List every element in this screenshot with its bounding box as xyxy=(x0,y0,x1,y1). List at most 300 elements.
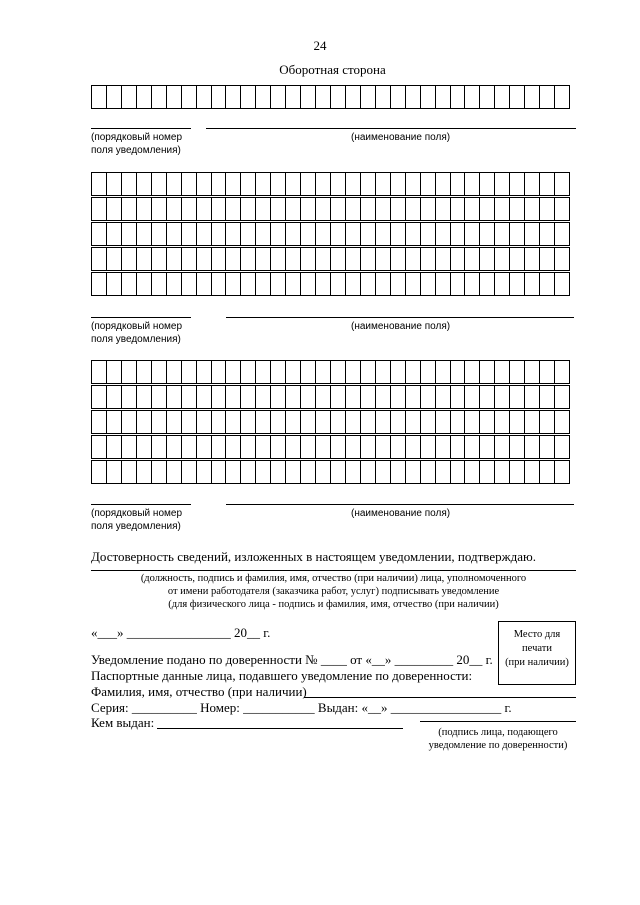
character-cell xyxy=(451,223,466,245)
character-cell xyxy=(241,461,256,483)
character-cell xyxy=(256,173,271,195)
character-cell xyxy=(182,461,197,483)
field-value-grid xyxy=(91,247,570,271)
character-cell xyxy=(361,248,376,270)
character-cell xyxy=(256,223,271,245)
character-cell xyxy=(331,361,346,383)
character-cell xyxy=(346,386,361,408)
character-cell xyxy=(197,173,212,195)
character-cell xyxy=(137,173,152,195)
character-cell xyxy=(92,223,107,245)
character-cell xyxy=(346,461,361,483)
character-cell xyxy=(286,198,301,220)
character-cell xyxy=(167,86,182,108)
character-cell xyxy=(256,386,271,408)
character-cell xyxy=(241,198,256,220)
character-cell xyxy=(391,248,406,270)
field-number-caption: (порядковый номер поля уведомления) xyxy=(91,508,183,532)
character-cell xyxy=(107,411,122,433)
character-cell xyxy=(286,223,301,245)
character-cell xyxy=(495,361,510,383)
field-value-grid xyxy=(91,197,570,221)
character-cell xyxy=(391,436,406,458)
character-cell xyxy=(286,436,301,458)
character-cell xyxy=(286,386,301,408)
character-cell xyxy=(167,461,182,483)
passport-series-line: Серия: __________ Номер: ___________ Выдан: «__» _________________ г. xyxy=(91,700,512,715)
field-value-grid xyxy=(91,460,570,484)
field-number-caption: (порядковый номер поля уведомления) xyxy=(91,132,183,156)
character-cell xyxy=(510,436,525,458)
field-name-line xyxy=(226,317,574,318)
character-cell xyxy=(495,223,510,245)
character-cell xyxy=(555,361,569,383)
character-cell xyxy=(182,411,197,433)
character-cell xyxy=(182,248,197,270)
character-cell xyxy=(137,198,152,220)
character-cell xyxy=(92,198,107,220)
character-cell xyxy=(361,361,376,383)
character-cell xyxy=(271,86,286,108)
character-cell xyxy=(137,411,152,433)
character-cell xyxy=(226,198,241,220)
character-cell xyxy=(92,248,107,270)
character-cell xyxy=(361,273,376,295)
field-name-line xyxy=(206,128,576,129)
character-cell xyxy=(331,173,346,195)
character-cell xyxy=(152,248,167,270)
character-cell xyxy=(495,411,510,433)
character-cell xyxy=(226,461,241,483)
character-cell xyxy=(226,436,241,458)
character-cell xyxy=(421,223,436,245)
character-cell xyxy=(436,198,451,220)
character-cell xyxy=(436,248,451,270)
character-cell xyxy=(286,361,301,383)
character-cell xyxy=(197,223,212,245)
character-cell xyxy=(316,173,331,195)
character-cell xyxy=(92,173,107,195)
character-cell xyxy=(480,223,495,245)
character-cell xyxy=(391,386,406,408)
character-cell xyxy=(226,86,241,108)
character-cell xyxy=(406,223,421,245)
character-cell xyxy=(465,173,480,195)
character-cell xyxy=(137,273,152,295)
field-number-caption: (порядковый номер поля уведомления) xyxy=(91,321,183,345)
character-cell xyxy=(331,386,346,408)
character-cell xyxy=(167,436,182,458)
character-cell xyxy=(226,248,241,270)
character-cell xyxy=(271,173,286,195)
character-cell xyxy=(301,86,316,108)
character-cell xyxy=(540,173,555,195)
character-cell xyxy=(331,273,346,295)
character-cell xyxy=(316,273,331,295)
character-cell xyxy=(436,86,451,108)
character-cell xyxy=(510,411,525,433)
character-cell xyxy=(436,461,451,483)
character-cell xyxy=(480,248,495,270)
character-cell xyxy=(406,173,421,195)
character-cell xyxy=(480,436,495,458)
character-cell xyxy=(495,248,510,270)
character-cell xyxy=(480,273,495,295)
character-cell xyxy=(256,198,271,220)
character-cell xyxy=(465,411,480,433)
character-cell xyxy=(122,248,137,270)
character-cell xyxy=(391,173,406,195)
character-cell xyxy=(167,386,182,408)
character-cell xyxy=(451,248,466,270)
character-cell xyxy=(92,361,107,383)
character-cell xyxy=(391,86,406,108)
character-cell xyxy=(167,223,182,245)
character-cell xyxy=(555,273,569,295)
character-cell xyxy=(406,461,421,483)
character-cell xyxy=(555,223,569,245)
character-cell xyxy=(406,86,421,108)
character-cell xyxy=(421,273,436,295)
character-cell xyxy=(286,173,301,195)
character-cell xyxy=(241,411,256,433)
character-cell xyxy=(346,273,361,295)
character-cell xyxy=(540,273,555,295)
character-cell xyxy=(271,223,286,245)
character-cell xyxy=(286,411,301,433)
signature-line xyxy=(91,570,576,571)
proxy-line: Уведомление подано по доверенности № ____ от «__» _________ 20__ г. xyxy=(91,652,493,667)
character-cell xyxy=(226,223,241,245)
character-cell xyxy=(182,273,197,295)
character-cell xyxy=(167,173,182,195)
character-cell xyxy=(510,198,525,220)
character-cell xyxy=(436,411,451,433)
character-cell xyxy=(406,273,421,295)
character-cell xyxy=(331,248,346,270)
character-cell xyxy=(316,436,331,458)
character-cell xyxy=(182,86,197,108)
date-line: «___» ________________ 20__ г. xyxy=(91,625,271,640)
issued-by-label: Кем выдан: xyxy=(91,715,155,730)
character-cell xyxy=(376,198,391,220)
page-number: 24 xyxy=(313,38,327,53)
character-cell xyxy=(495,173,510,195)
character-cell xyxy=(331,436,346,458)
character-cell xyxy=(540,198,555,220)
character-cell xyxy=(107,461,122,483)
character-cell xyxy=(391,461,406,483)
character-cell xyxy=(92,411,107,433)
character-cell xyxy=(495,273,510,295)
character-cell xyxy=(167,361,182,383)
character-cell xyxy=(212,411,227,433)
character-cell xyxy=(226,386,241,408)
character-cell xyxy=(152,173,167,195)
character-cell xyxy=(436,273,451,295)
character-cell xyxy=(152,361,167,383)
character-cell xyxy=(137,436,152,458)
character-cell xyxy=(316,248,331,270)
character-cell xyxy=(480,173,495,195)
character-cell xyxy=(421,248,436,270)
character-cell xyxy=(436,361,451,383)
character-cell xyxy=(226,411,241,433)
character-cell xyxy=(346,198,361,220)
passport-heading: Паспортные данные лица, подавшего уведомление по доверенности: xyxy=(91,668,473,683)
character-cell xyxy=(271,361,286,383)
character-cell xyxy=(495,436,510,458)
character-cell xyxy=(346,173,361,195)
character-cell xyxy=(182,386,197,408)
character-cell xyxy=(421,411,436,433)
character-cell xyxy=(540,461,555,483)
character-cell xyxy=(301,361,316,383)
character-cell xyxy=(421,86,436,108)
character-cell xyxy=(197,436,212,458)
character-cell xyxy=(107,198,122,220)
character-cell xyxy=(212,461,227,483)
character-cell xyxy=(197,386,212,408)
character-cell xyxy=(286,248,301,270)
character-cell xyxy=(555,386,569,408)
character-cell xyxy=(241,86,256,108)
character-cell xyxy=(540,361,555,383)
character-cell xyxy=(152,223,167,245)
character-cell xyxy=(331,411,346,433)
signature-caption: (должность, подпись и фамилия, имя, отчество (при наличии) лица, уполномоченного от имени работодателя (заказчика работ, услуг) подписывать уведомление (для физического лица - подпись и фамилия, имя, отчество (при наличии) xyxy=(140,573,527,610)
character-cell xyxy=(391,361,406,383)
character-cell xyxy=(241,436,256,458)
field-value-grid xyxy=(91,385,570,409)
character-cell xyxy=(451,411,466,433)
character-cell xyxy=(525,223,540,245)
character-cell xyxy=(465,198,480,220)
character-cell xyxy=(241,361,256,383)
character-cell xyxy=(182,198,197,220)
character-cell xyxy=(331,86,346,108)
character-cell xyxy=(301,386,316,408)
confirmation-text: Достоверность сведений, изложенных в настоящем уведомлении, подтверждаю. xyxy=(91,549,536,564)
character-cell xyxy=(376,436,391,458)
character-cell xyxy=(152,198,167,220)
character-cell xyxy=(137,248,152,270)
character-cell xyxy=(406,361,421,383)
character-cell xyxy=(346,248,361,270)
character-cell xyxy=(465,86,480,108)
character-cell xyxy=(331,223,346,245)
character-cell xyxy=(92,386,107,408)
character-cell xyxy=(212,386,227,408)
character-cell xyxy=(465,386,480,408)
character-cell xyxy=(197,361,212,383)
character-cell xyxy=(421,386,436,408)
character-cell xyxy=(122,273,137,295)
character-cell xyxy=(361,223,376,245)
character-cell xyxy=(286,86,301,108)
character-cell xyxy=(226,361,241,383)
character-cell xyxy=(361,411,376,433)
field-value-grid xyxy=(91,360,570,384)
character-cell xyxy=(510,248,525,270)
character-cell xyxy=(271,273,286,295)
character-cell xyxy=(137,223,152,245)
character-cell xyxy=(197,198,212,220)
character-cell xyxy=(361,461,376,483)
character-cell xyxy=(451,361,466,383)
character-cell xyxy=(301,223,316,245)
character-cell xyxy=(241,248,256,270)
character-cell xyxy=(376,386,391,408)
character-cell xyxy=(525,361,540,383)
field-value-grid xyxy=(91,172,570,196)
character-cell xyxy=(495,86,510,108)
character-cell xyxy=(510,386,525,408)
field-number-line xyxy=(91,504,191,505)
fio-line xyxy=(304,697,576,698)
character-cell xyxy=(197,461,212,483)
character-cell xyxy=(525,436,540,458)
character-cell xyxy=(361,436,376,458)
character-cell xyxy=(197,411,212,433)
character-cell xyxy=(167,248,182,270)
character-cell xyxy=(346,361,361,383)
character-cell xyxy=(152,86,167,108)
character-cell xyxy=(212,361,227,383)
character-cell xyxy=(451,386,466,408)
character-cell xyxy=(241,386,256,408)
fio-label: Фамилия, имя, отчество (при наличии) xyxy=(91,684,307,699)
character-cell xyxy=(286,273,301,295)
character-cell xyxy=(540,248,555,270)
character-cell xyxy=(152,411,167,433)
character-cell xyxy=(212,173,227,195)
character-cell xyxy=(540,436,555,458)
character-cell xyxy=(107,386,122,408)
page-title: Оборотная сторона xyxy=(279,62,386,77)
character-cell xyxy=(376,273,391,295)
character-cell xyxy=(316,223,331,245)
proxy-signature-line xyxy=(420,721,576,722)
character-cell xyxy=(122,173,137,195)
character-cell xyxy=(301,198,316,220)
character-cell xyxy=(525,386,540,408)
character-cell xyxy=(525,411,540,433)
field-name-caption: (наименование поля) xyxy=(351,321,451,332)
character-cell xyxy=(212,198,227,220)
character-cell xyxy=(167,273,182,295)
character-cell xyxy=(271,411,286,433)
character-cell xyxy=(152,461,167,483)
character-cell xyxy=(107,273,122,295)
character-cell xyxy=(480,86,495,108)
character-cell xyxy=(271,198,286,220)
field-value-grid xyxy=(91,85,570,109)
character-cell xyxy=(152,386,167,408)
character-cell xyxy=(137,86,152,108)
character-cell xyxy=(122,436,137,458)
character-cell xyxy=(540,386,555,408)
character-cell xyxy=(316,361,331,383)
character-cell xyxy=(92,461,107,483)
character-cell xyxy=(256,411,271,433)
character-cell xyxy=(212,273,227,295)
character-cell xyxy=(301,461,316,483)
field-name-caption: (наименование поля) xyxy=(351,508,451,519)
character-cell xyxy=(197,273,212,295)
character-cell xyxy=(212,223,227,245)
character-cell xyxy=(555,436,569,458)
character-cell xyxy=(391,198,406,220)
character-cell xyxy=(451,461,466,483)
character-cell xyxy=(241,173,256,195)
character-cell xyxy=(316,411,331,433)
character-cell xyxy=(510,461,525,483)
character-cell xyxy=(540,223,555,245)
character-cell xyxy=(212,248,227,270)
character-cell xyxy=(301,248,316,270)
character-cell xyxy=(271,248,286,270)
character-cell xyxy=(92,273,107,295)
character-cell xyxy=(510,361,525,383)
character-cell xyxy=(555,461,569,483)
character-cell xyxy=(152,436,167,458)
character-cell xyxy=(241,273,256,295)
character-cell xyxy=(122,411,137,433)
field-value-grid xyxy=(91,272,570,296)
character-cell xyxy=(555,173,569,195)
character-cell xyxy=(376,173,391,195)
character-cell xyxy=(555,411,569,433)
character-cell xyxy=(256,461,271,483)
character-cell xyxy=(107,86,122,108)
character-cell xyxy=(92,86,107,108)
character-cell xyxy=(480,386,495,408)
character-cell xyxy=(316,461,331,483)
character-cell xyxy=(510,273,525,295)
character-cell xyxy=(167,198,182,220)
character-cell xyxy=(122,361,137,383)
field-number-line xyxy=(91,128,191,129)
character-cell xyxy=(555,86,569,108)
character-cell xyxy=(197,248,212,270)
character-cell xyxy=(137,386,152,408)
character-cell xyxy=(271,436,286,458)
character-cell xyxy=(226,173,241,195)
character-cell xyxy=(167,411,182,433)
character-cell xyxy=(451,436,466,458)
field-name-line xyxy=(226,504,574,505)
character-cell xyxy=(92,436,107,458)
character-cell xyxy=(391,411,406,433)
character-cell xyxy=(256,248,271,270)
character-cell xyxy=(107,173,122,195)
character-cell xyxy=(465,248,480,270)
character-cell xyxy=(197,86,212,108)
character-cell xyxy=(182,436,197,458)
character-cell xyxy=(436,436,451,458)
character-cell xyxy=(241,223,256,245)
character-cell xyxy=(256,436,271,458)
character-cell xyxy=(331,198,346,220)
character-cell xyxy=(182,223,197,245)
character-cell xyxy=(256,86,271,108)
character-cell xyxy=(525,86,540,108)
character-cell xyxy=(525,173,540,195)
character-cell xyxy=(495,386,510,408)
character-cell xyxy=(107,361,122,383)
character-cell xyxy=(271,386,286,408)
